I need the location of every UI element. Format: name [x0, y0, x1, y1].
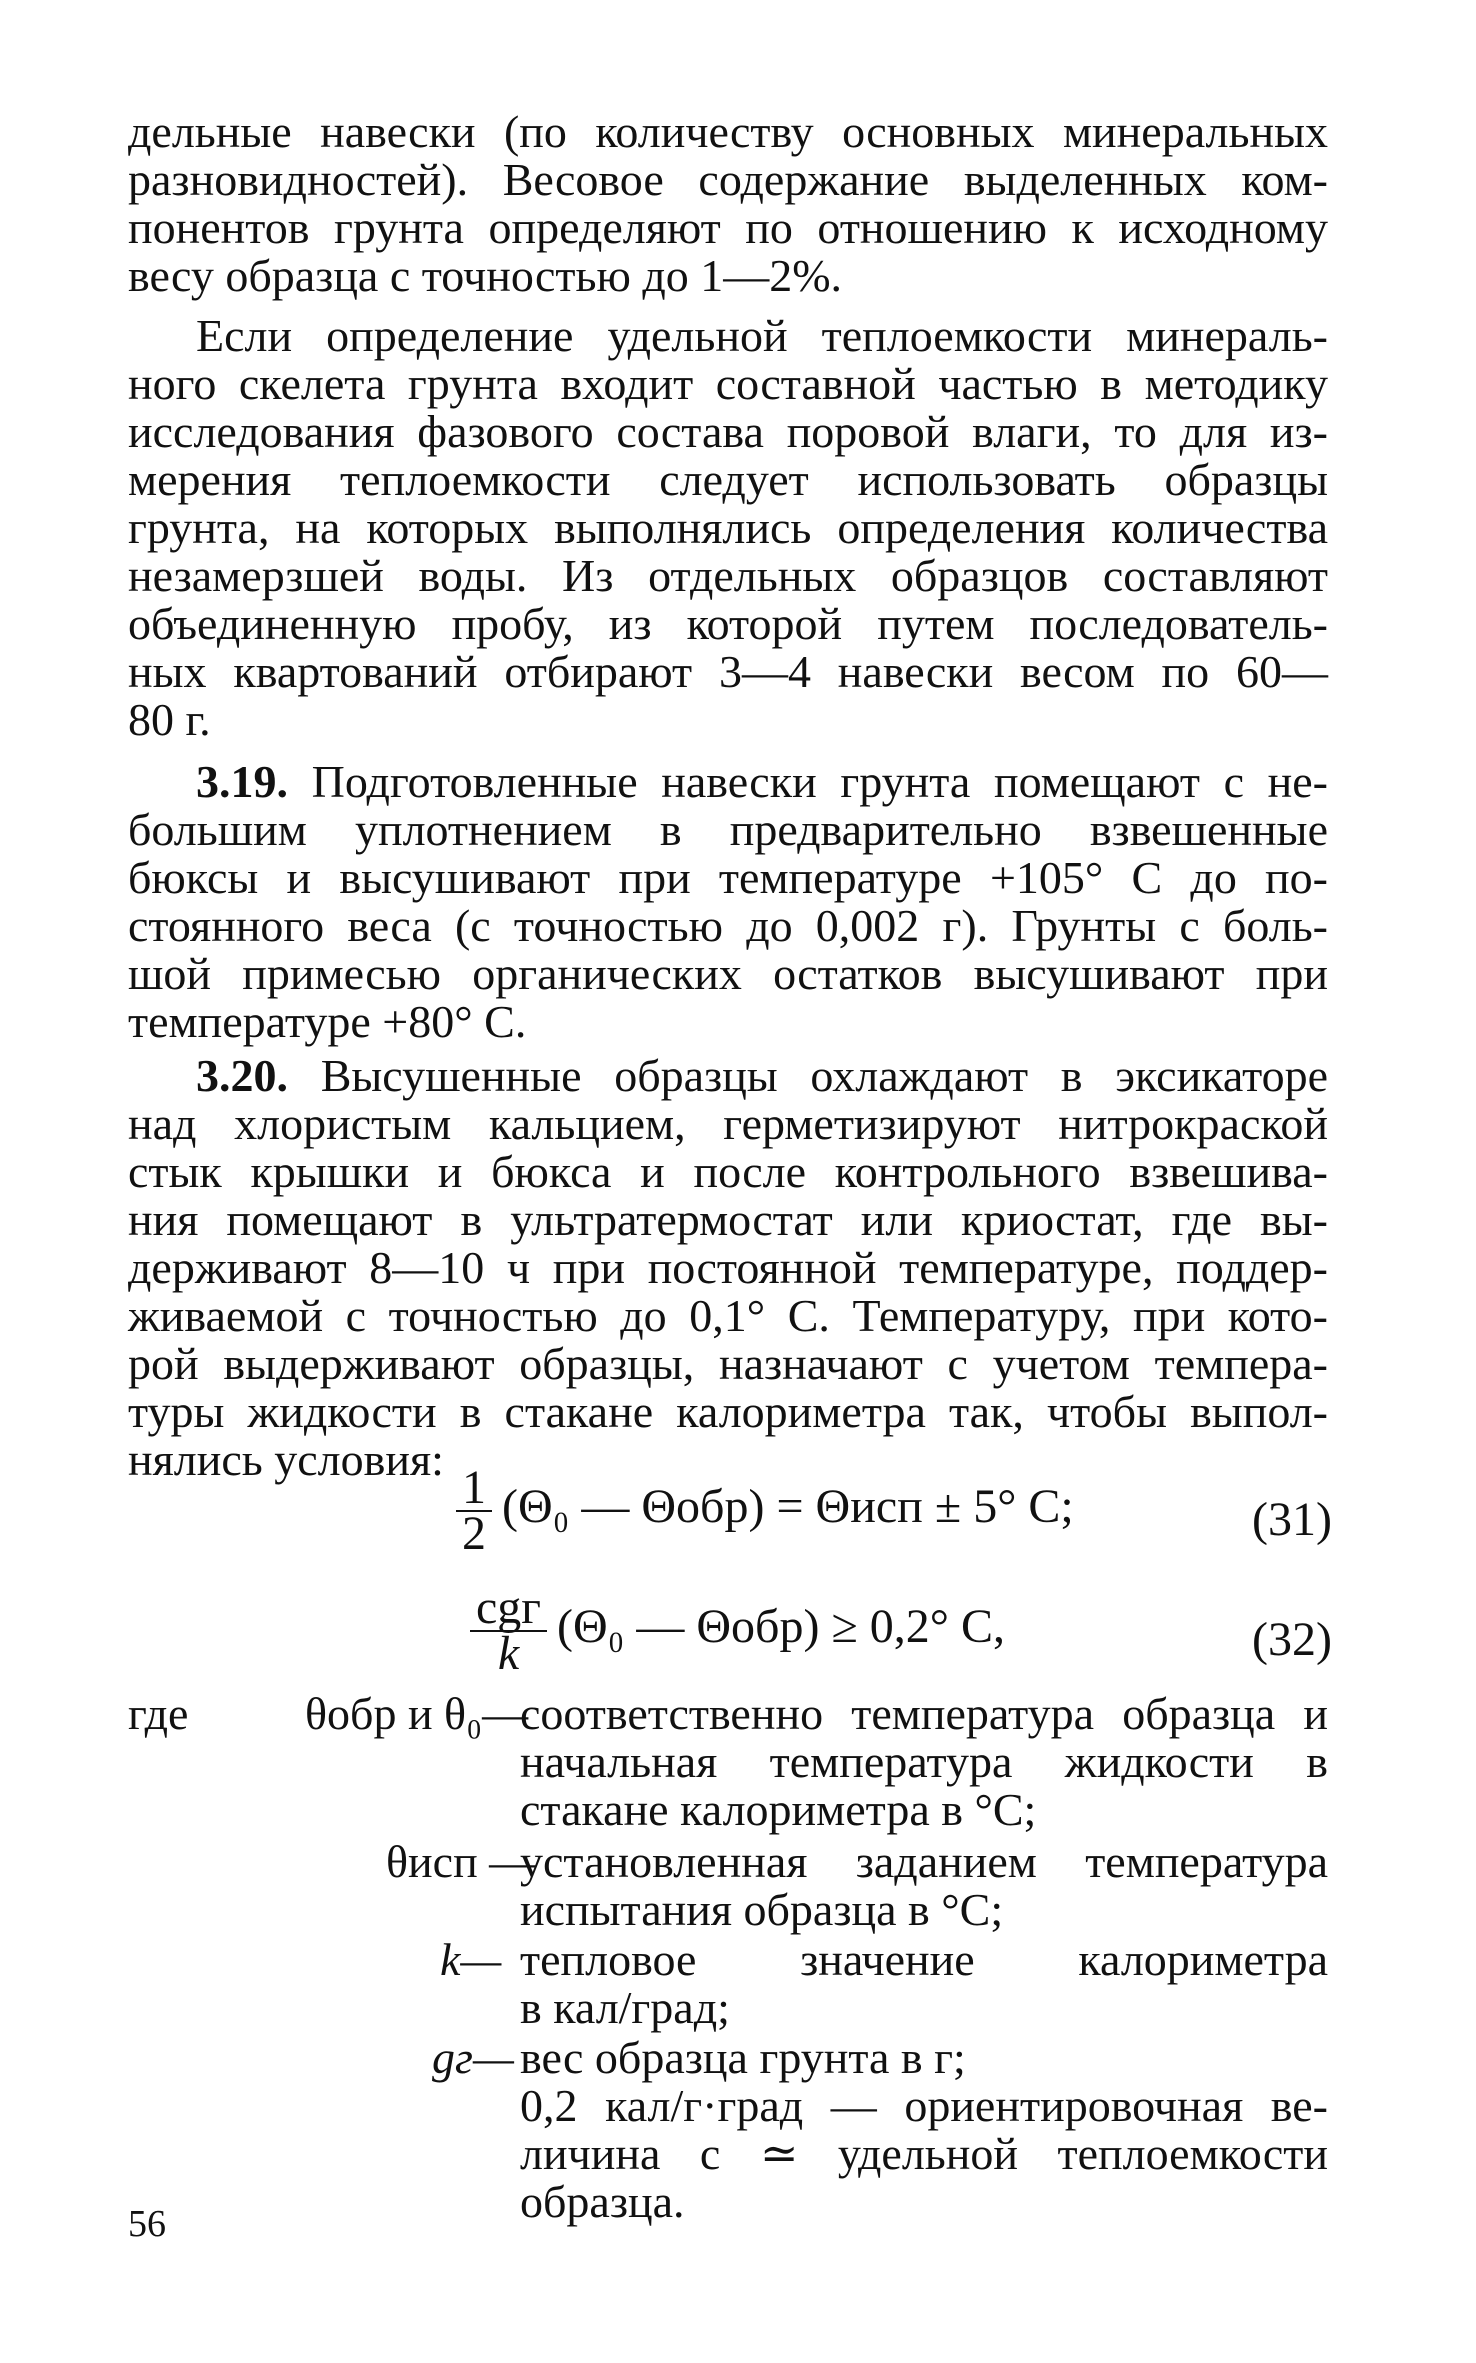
definition-line: в кал/град; — [520, 1982, 730, 2033]
text-line: температуре +80° С. — [128, 996, 527, 1047]
formula-body: (Θ₀ — Θобр) ≥ 0,2° С, — [557, 1600, 1006, 1654]
text-line: грунта, на которых выполнялись определения количества — [128, 502, 1328, 553]
definition-term: θобр и θ₀— — [305, 1688, 529, 1739]
definition-line: образца. — [520, 2176, 685, 2227]
definition-line: установленная заданием температура — [520, 1836, 1328, 1887]
definition-line: начальная температура жидкости в — [520, 1736, 1328, 1787]
text-line: понентов грунта определяют по отношению к исходному — [128, 202, 1328, 253]
fraction-numerator: 1 — [456, 1466, 492, 1512]
text-line: незамерзшей воды. Из отдельных образцов составляют — [128, 550, 1328, 601]
equation-number: (32) — [1252, 1613, 1332, 1666]
definition-term: gг— — [432, 2032, 514, 2083]
equation-number: (31) — [1252, 1493, 1332, 1546]
text-span: Подготовленные навески грунта помещают с не- — [311, 756, 1329, 807]
fraction — [456, 1461, 492, 1560]
text-line: большим уплотнением в предварительно взвешенные — [128, 804, 1328, 855]
text-line: держивают 8—10 ч при постоянной температуре, поддер- — [128, 1242, 1328, 1293]
text-line: стык крышки и бюкса и после контрольного взвешива- — [128, 1146, 1328, 1197]
text-line: разновидностей). Весовое содержание выделенных ком- — [128, 154, 1328, 205]
where-label: где — [128, 1688, 189, 1739]
text-line: над хлористым кальцием, герметизируют нитрокраской — [128, 1098, 1328, 1149]
definition-line: тепловое значение калориметра — [520, 1934, 1328, 1985]
text-line: объединенную пробу, из которой путем последователь- — [128, 598, 1328, 649]
text-line: нялись условия: — [128, 1434, 444, 1485]
text-line: 80 г. — [128, 694, 211, 745]
definition-term: k— — [440, 1934, 502, 1985]
fraction-denominator: 2 — [462, 1507, 486, 1560]
text-line: исследования фазового состава поровой влаги, то для из- — [128, 406, 1328, 457]
section-3-20-first-line — [196, 1052, 1328, 1100]
section-3-19-first-line — [196, 758, 1328, 806]
section-number: 3.20. — [196, 1050, 288, 1101]
section-number: 3.19. — [196, 756, 288, 807]
definition-line: 0,2 кал/г·град — ориентировочная ве- — [520, 2080, 1328, 2131]
text-line: весу образца с точностью до 1—2%. — [128, 250, 843, 301]
definition-line: стакане калориметра в °С; — [520, 1784, 1037, 1835]
formula-body: (Θ₀ — Θобр) = Θисп ± 5° С; — [502, 1480, 1074, 1534]
text-line: дельные навески (по количеству основных минеральных — [128, 106, 1328, 157]
definition-term: θисп — — [386, 1836, 536, 1887]
text-line: живаемой с точностью до 0,1° С. Температуру, при кото- — [128, 1290, 1328, 1341]
definition-line: вес образца грунта в г; — [520, 2032, 966, 2083]
text-line: бюксы и высушивают при температуре +105° С до по- — [128, 852, 1328, 903]
text-line: ния помещают в ультратермостат или криостат, где вы- — [128, 1194, 1328, 1245]
fraction-denominator: k — [497, 1627, 520, 1680]
fraction-numerator: cgг — [470, 1586, 547, 1632]
text-line: стоянного веса (с точностью до 0,002 г). Грунты с боль- — [128, 900, 1328, 951]
fraction — [470, 1581, 547, 1680]
formula-31 — [456, 1461, 1074, 1560]
text-line: туры жидкости в стакане калориметра так, чтобы выпол- — [128, 1386, 1328, 1437]
definition-line: испытания образца в °С; — [520, 1884, 1004, 1935]
text-line: рой выдерживают образцы, назначают с учетом темпера- — [128, 1338, 1328, 1389]
text-span: Высушенные образцы охлаждают в эксикаторе — [320, 1050, 1328, 1101]
definition-line: личина c ≃ удельной теплоемкости — [520, 2128, 1328, 2179]
page-number: 56 — [128, 2203, 166, 2245]
text-line: ных квартований отбирают 3—4 навески весом по 60— — [128, 646, 1328, 697]
text-line: ного скелета грунта входит составной частью в методику — [128, 358, 1328, 409]
text-line: мерения теплоемкости следует использовать образцы — [128, 454, 1328, 505]
text-line: шой примесью органических остатков высушивают при — [128, 948, 1328, 999]
formula-32 — [470, 1581, 1006, 1680]
text-line: Если определение удельной теплоемкости минераль- — [196, 310, 1328, 361]
definition-line: соответственно температура образца и — [520, 1688, 1328, 1739]
